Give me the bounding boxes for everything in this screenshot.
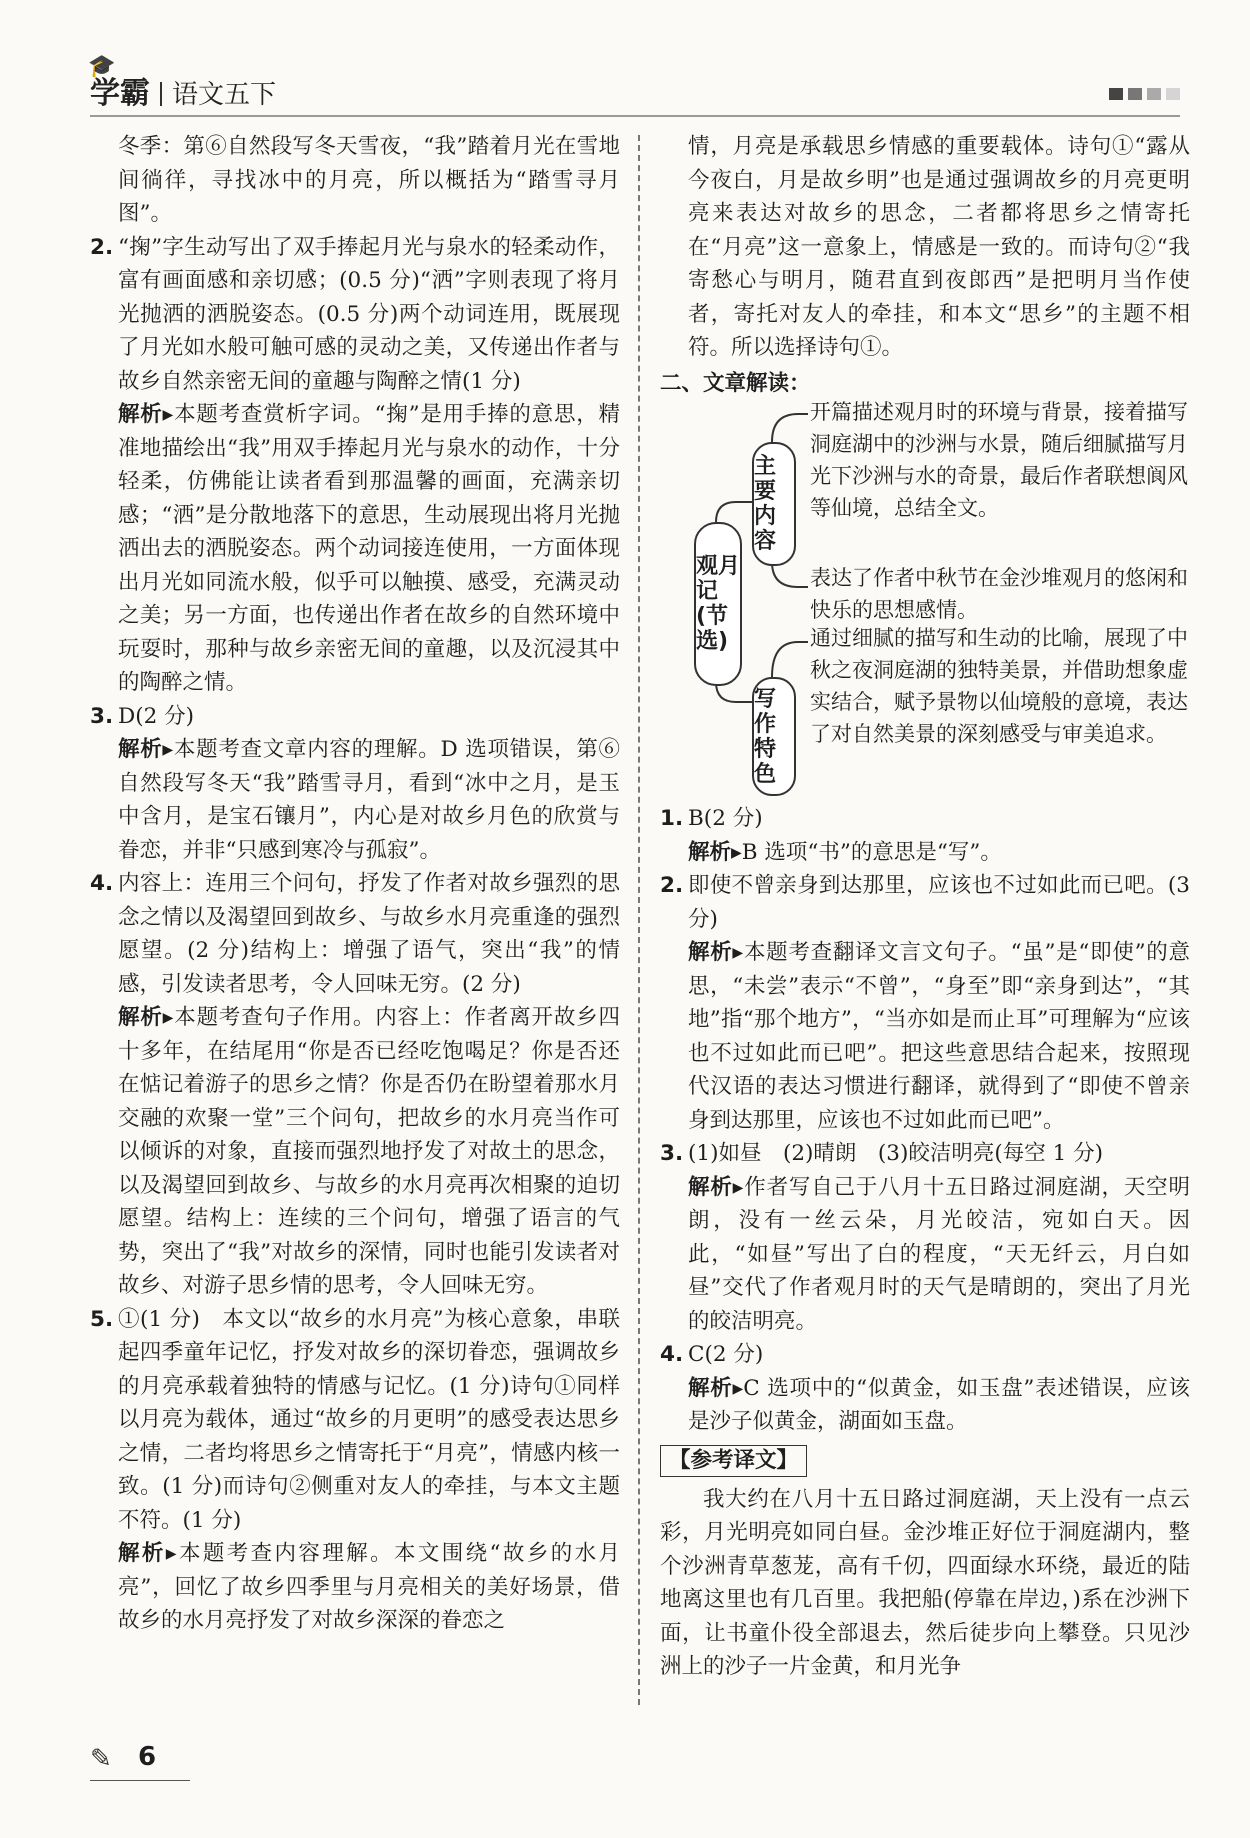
question-number: 5. xyxy=(90,1306,114,1332)
mind-map-text-emotion: 表达了作者中秋节在金沙堆观月的悠闲和快乐的思想感情。 xyxy=(810,566,1188,622)
analysis-text: B 选项“书”的意思是“写”。 xyxy=(741,839,1002,865)
page-number: 6 xyxy=(138,1742,157,1772)
question-number: 2. xyxy=(90,234,114,260)
header-separator xyxy=(160,82,162,106)
analysis-text: 本题考查内容理解。本文围绕“故乡的水月亮”，回忆了故乡四季里与月亮相关的美好场景，借故乡的水月亮抒发了对故乡深深的眷恋之 xyxy=(118,1541,620,1633)
analysis-r1 xyxy=(660,836,1190,870)
decor-block-2 xyxy=(1128,88,1142,100)
left-column xyxy=(90,130,620,1638)
analysis-text: 本题考查文章内容的理解。D 选项错误，第⑥自然段写冬天“我”踏雪寻月，看到“冰中之月，是玉中含月，是宝石镶月”，内心是对故乡月色的欣赏与眷恋，并非“只感到寒冷与孤寂”。 xyxy=(118,737,620,863)
subject-title: 语文五下 xyxy=(172,80,277,110)
question-3 xyxy=(90,700,620,734)
question-2 xyxy=(90,231,620,399)
analysis-label: 解析▸ xyxy=(118,1005,174,1030)
analysis-2 xyxy=(90,398,620,700)
mind-map-branch-features: 写作特色 xyxy=(752,677,796,796)
mind-map xyxy=(680,402,1190,802)
mind-map-center-node: 观月记(节选) xyxy=(694,522,742,686)
analysis-5 xyxy=(90,1537,620,1638)
analysis-r4 xyxy=(660,1372,1190,1439)
pencil-icon: ✎ xyxy=(90,1744,112,1774)
page-header xyxy=(88,54,1180,117)
analysis-text: 作者写自己于八月十五日路过洞庭湖，天空明朗，没有一丝云朵，月光皎洁，宛如白天。因此，“如昼”写出了白的程度，“天无纤云，月白如昼”交代了作者观月时的天气是晴朗的，突出了月光的皎洁明亮。 xyxy=(688,1174,1190,1334)
header-decoration-blocks xyxy=(1109,88,1180,100)
reference-translation-text: 我大约在八月十五日路过洞庭湖，天上没有一点云彩，月光明亮如同白昼。金沙堆正好位于洞庭湖内，整个沙洲青草葱茏，高有千仞，四面绿水环绕，最近的陆地离这里也有几百里。我把船(停靠在岸边，)系在沙洲下面，让书童仆役全部退去，然后徒步向上攀登。只见沙洲上的沙子一片金黄，和月光争 xyxy=(660,1486,1190,1679)
analysis-r2 xyxy=(660,936,1190,1137)
analysis-3 xyxy=(90,733,620,867)
question-number: 3. xyxy=(660,1141,684,1166)
reference-translation-title: 【参考译文】 xyxy=(660,1445,807,1477)
question-number: 4. xyxy=(660,1342,684,1367)
continued-analysis: 情，月亮是承载思乡情感的重要载体。诗句①“露从今夜白，月是故乡明”也是通过强调故乡的月亮更明亮来表达对故乡的思念，二者都将思乡之情寄托在“月亮”这一意象上，情感是一致的。而诗句②“我寄愁心与明月，随君直到夜郎西”是把明月当作使者，寄托对友人的牵挂，和本文“思乡”的主题不相符。所以选择诗句①。 xyxy=(688,134,1190,360)
analysis-label: 解析▸ xyxy=(118,1541,177,1566)
analysis-label: 解析▸ xyxy=(688,1174,744,1200)
analysis-text: 本题考查赏析字词。“掬”是用手捧的意思，精准地描绘出“我”用双手捧起月光与泉水的动作，十分轻柔，仿佛能让读者看到那温馨的画面，充满亲切感；“洒”是分散地落下的意思，生动展现出将月光抛洒出去的洒脱姿态。两个动词接连使用，一方面体现出月光如同流水般，似乎可以触摸、感受，充满灵动之美；另一方面，也传递出作者在故乡的自然环境中玩耍时，那种与故乡亲密无间的童趣，以及沉浸其中的陶醉之情。 xyxy=(118,402,620,695)
brand-logo xyxy=(88,54,277,112)
analysis-text: 本题考查翻译文言文句子。“虽”是“即使”的意思，“未尝”表示“不曾”，“身至”即“亲身到达”，“其地”指“那个地方”，“当亦如是而止耳”可理解为“应该也不过如此而已吧”。把这些意思结合起来，按照现代汉语的表达习惯进行翻译，就得到了“即使不曾亲身到达那里，应该也不过如此而已吧”。 xyxy=(688,940,1191,1133)
mind-map-text-features: 通过细腻的描写和生动的比喻，展现了中秋之夜洞庭湖的独特美景，并借助想象虚实结合，赋予景物以仙境般的意境，表达了对自然美景的深刻感受与审美追求。 xyxy=(810,626,1188,746)
answer-text: B(2 分) xyxy=(688,806,763,831)
analysis-r3 xyxy=(660,1171,1190,1339)
analysis-label: 解析▸ xyxy=(688,940,744,965)
answer-text: (1)如昼 (2)晴朗 (3)皎洁明亮(每空 1 分) xyxy=(688,1141,1103,1166)
graduation-cap-icon: 🎓 xyxy=(88,54,116,79)
analysis-label: 解析▸ xyxy=(118,737,174,762)
answer-text: 即使不曾亲身到达那里，应该也不过如此而已吧。(3 分) xyxy=(688,873,1190,932)
answer-text: ①(1 分) 本文以“故乡的水月亮”为核心意象，串联起四季童年记忆，抒发对故乡的深切眷恋，强调故乡的月亮承载着独特的情感与记忆。(1 分)诗句①同样以月亮为载体，通过“故乡的月更明”的感受表达思乡之情，二者均将思乡之情寄托于“月亮”，情感内核一致。(1 分)而诗句②侧重对友人的牵挂，与本文主题不符。(1 分) xyxy=(118,1306,620,1533)
brand-name: 学霸 xyxy=(90,76,150,111)
mind-map-text-content: 开篇描述观月时的环境与背景，接着描写洞庭湖中的沙洲与水景，随后细腻描写月光下沙洲与水的奇景，最后作者联想阆风等仙境，总结全文。 xyxy=(810,400,1188,520)
question-4 xyxy=(90,867,620,1001)
analysis-text: C 选项中的“似黄金，如玉盘”表述错误，应该是沙子似黄金，湖面如玉盘。 xyxy=(688,1375,1190,1434)
mind-map-branch-content: 主要内容 xyxy=(752,442,796,566)
answer-text: D(2 分) xyxy=(118,703,195,729)
analysis-label: 解析▸ xyxy=(688,1375,744,1401)
continued-answer: 冬季：第⑥自然段写冬天雪夜，“我”踏着月光在雪地间徜徉，寻找冰中的月亮，所以概括为“踏雪寻月图”。 xyxy=(118,134,620,226)
analysis-4 xyxy=(90,1001,620,1303)
question-r2 xyxy=(660,869,1190,936)
question-5 xyxy=(90,1303,620,1538)
analysis-text: 本题考查句子作用。内容上：作者离开故乡四十多年，在结尾用“你是否已经吃饱喝足？你是否还在惦记着游子的思乡之情？你是否仍在盼望着那水月交融的欢聚一堂”三个问句，把故乡的水月亮当作可以倾诉的对象，直接而强烈地抒发了对故土的思念，以及渴望回到故乡、与故乡的水月亮再次相聚的迫切愿望。结构上：连续的三个问句，增强了语言的气势，突出了“我”对故乡的深情，同时也能引发读者对故乡、对游子思乡情的思考，令人回味无穷。 xyxy=(118,1005,620,1298)
answer-text: 内容上：连用三个问句，抒发了作者对故乡强烈的思念之情以及渴望回到故乡、与故乡水月亮重逢的强烈愿望。(2 分)结构上：增强了语气，突出“我”的情感，引发读者思考，令人回味无穷。(2 分) xyxy=(118,871,620,997)
question-number: 4. xyxy=(90,871,114,896)
decor-block-1 xyxy=(1109,88,1123,100)
analysis-label: 解析▸ xyxy=(118,402,174,427)
column-divider xyxy=(638,135,640,1705)
question-number: 3. xyxy=(90,703,114,729)
question-r4 xyxy=(660,1338,1190,1372)
decor-block-3 xyxy=(1147,88,1161,100)
answer-text: C(2 分) xyxy=(688,1342,764,1367)
page-footer xyxy=(90,1740,190,1781)
section-title: 二、文章解读： xyxy=(660,370,811,396)
right-column xyxy=(660,130,1190,1684)
answer-text: “掬”字生动写出了双手捧起月光与泉水的轻柔动作，富有画面感和亲切感；(0.5 分)“洒”字则表现了将月光抛洒的洒脱姿态。(0.5 分)两个动词连用，既展现了月光如水般可触可感的灵动之美，又传递出作者与故乡自然亲密无间的童趣与陶醉之情(1 分) xyxy=(118,234,620,394)
question-number: 1. xyxy=(660,806,684,831)
question-r1 xyxy=(660,802,1190,836)
analysis-label: 解析▸ xyxy=(688,839,742,865)
question-number: 2. xyxy=(660,873,684,898)
decor-block-4 xyxy=(1166,88,1180,100)
question-r3 xyxy=(660,1137,1190,1171)
